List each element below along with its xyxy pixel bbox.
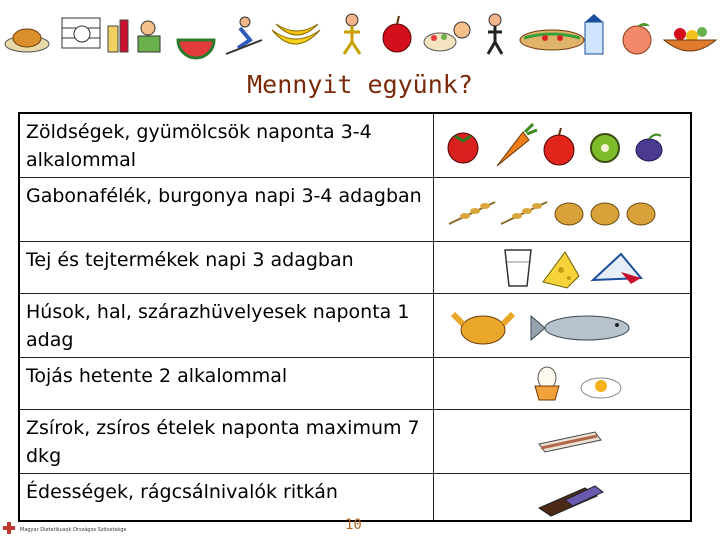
row-text: Gabonafélék, burgonya napi 3-4 adagban <box>20 178 434 241</box>
wheat-icon <box>501 202 547 224</box>
chocolate-icon <box>539 486 603 516</box>
apple-icon <box>383 16 411 52</box>
tomato-icon <box>448 133 478 163</box>
milk-carton-icon <box>585 14 603 54</box>
row-pictures <box>435 242 690 293</box>
boiled-egg-icon <box>535 367 559 400</box>
carrot-icon <box>497 124 537 166</box>
child-eating-icon <box>138 21 160 52</box>
fish-icon <box>531 316 629 340</box>
apple-icon <box>544 128 574 165</box>
page-number: 10 <box>345 517 362 533</box>
row-text: Tojás hetente 2 alkalommal <box>20 358 434 409</box>
row-pictures <box>435 294 690 357</box>
table-row <box>20 358 690 410</box>
fried-egg-icon <box>581 378 621 398</box>
kiwi-icon <box>591 134 619 162</box>
row-pictures <box>435 410 690 473</box>
food-banner <box>0 0 720 70</box>
footer-organization: Magyar Dietetikusok Országos Szövetsége <box>20 527 127 533</box>
drinks-icon <box>108 20 128 52</box>
page-title: Mennyit együnk? <box>247 70 473 99</box>
peach-icon <box>623 23 651 54</box>
row-pictures <box>435 114 690 177</box>
row-text: Zöldségek, gyümölcsök naponta 3-4 alkalommal <box>20 114 434 177</box>
row-pictures <box>435 178 690 241</box>
sandwich-icon <box>520 30 584 50</box>
fruit-bowl-icon <box>664 27 716 51</box>
organization-logo-icon <box>2 520 16 539</box>
row-text: Zsírok, zsíros ételek naponta maximum 7 dkg <box>20 410 434 473</box>
watermelon-icon <box>178 40 214 58</box>
table-row <box>20 474 690 520</box>
table-row <box>20 242 690 294</box>
chicken-icon <box>453 314 513 344</box>
table-row <box>20 410 690 474</box>
potato-icon <box>591 203 619 225</box>
plum-icon <box>636 135 662 161</box>
table-row <box>20 294 690 358</box>
wheat-icon <box>449 202 495 224</box>
skier-icon <box>226 17 262 54</box>
cheese-icon <box>543 252 579 288</box>
potato-icon <box>627 203 655 225</box>
cheese-wedge-icon <box>593 254 641 284</box>
table-row <box>20 114 690 178</box>
row-text: Húsok, hal, szárazhüvelyesek naponta 1 adag <box>20 294 434 357</box>
salad-icon <box>424 22 470 51</box>
potato-icon <box>555 203 583 225</box>
table-row <box>20 178 690 242</box>
milk-glass-icon <box>505 250 531 286</box>
dancer-icon <box>488 14 502 54</box>
food-guide-table <box>18 112 692 522</box>
runner-icon <box>344 14 360 54</box>
banana-icon <box>272 24 320 44</box>
row-pictures <box>435 474 690 520</box>
row-text: Édességek, rágcsálnivalók ritkán <box>20 474 434 520</box>
volleyball-icon <box>62 18 100 48</box>
row-text: Tej és tejtermékek napi 3 adagban <box>20 242 434 293</box>
roast-platter-icon <box>5 29 49 52</box>
row-pictures <box>435 358 690 409</box>
bacon-icon <box>539 432 601 452</box>
